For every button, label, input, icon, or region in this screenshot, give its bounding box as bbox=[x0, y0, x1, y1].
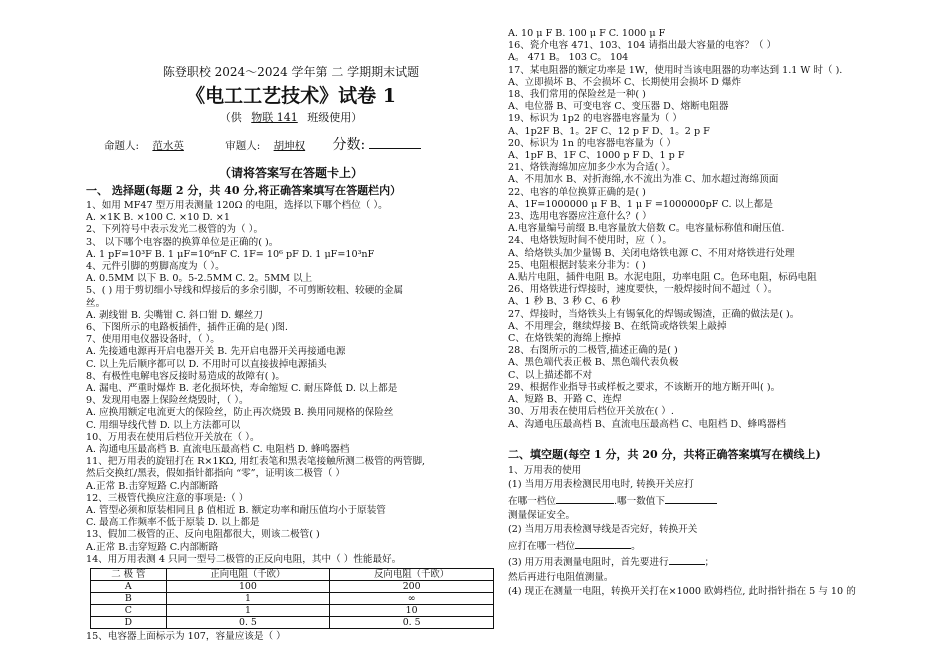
line-text: 24、电烙铁短时间不使用时，应（ ）。 bbox=[508, 235, 672, 247]
line-text: 30、万用表在使用后档位开关放在( ）. bbox=[508, 406, 674, 418]
question-line bbox=[508, 370, 928, 382]
line-text: 在哪一档位 bbox=[508, 495, 556, 507]
reviewer-name: 胡坤权 bbox=[273, 140, 306, 152]
question-line bbox=[86, 224, 496, 236]
answer-blank[interactable] bbox=[669, 554, 705, 565]
question-line bbox=[86, 371, 496, 383]
line-text: 17、某电阻器的额定功率是 1W，使用时当该电阻器的功率达到 1.1 W 时（ ). bbox=[508, 64, 843, 76]
question-line bbox=[86, 334, 496, 346]
question-line bbox=[86, 505, 496, 517]
question-15: 15、电容器上面标示为 107，容量应该是（ ） bbox=[86, 631, 286, 643]
question-line bbox=[86, 420, 496, 432]
table-row bbox=[91, 605, 494, 617]
line-text: A、黑色端代表正极 B、黑色端代表负极 bbox=[508, 357, 679, 369]
fill-line bbox=[508, 464, 928, 478]
line-text: 23、选用电容器应注意什么？( ） bbox=[508, 211, 652, 223]
fill-line bbox=[508, 493, 928, 509]
line-text: A、不用加水 B、对折海绵,水不流出为准 C、加水超过海绵顶面 bbox=[508, 174, 779, 186]
fill-line bbox=[508, 585, 928, 599]
line-text: A、不用理会，继续焊接 B、在纸筒或烙铁架上敲掉 bbox=[508, 320, 727, 332]
line-text: 25、电阻根据封装来分非为：( ) bbox=[508, 259, 646, 271]
question-line bbox=[508, 126, 928, 138]
exam-title: 《电工工艺技术》试卷 1 bbox=[186, 85, 396, 107]
question-line bbox=[86, 383, 496, 395]
question-line bbox=[508, 52, 928, 64]
table-cell: C bbox=[91, 605, 167, 617]
line-text: 21、烙铁海绵加应加多少水为合适( ）。 bbox=[508, 162, 676, 174]
table-header-row bbox=[91, 569, 494, 581]
question-line bbox=[508, 138, 928, 150]
line-text: A. 管型必须和原装相同且 β 值相近 B. 额定功率和耐压值均小于原装管 bbox=[86, 505, 386, 517]
question-line bbox=[86, 407, 496, 419]
line-text: 27、焊接时，当烙铁头上有锡氧化的焊锡或锡渣，正确的做法是( )。 bbox=[508, 308, 800, 320]
table-cell: 0. 5 bbox=[166, 617, 330, 629]
question-line bbox=[86, 444, 496, 456]
question-line bbox=[86, 261, 496, 273]
line-text: A. 应换用额定电流更大的保险丝，防止再次烧毁 B. 换用同规格的保险丝 bbox=[86, 407, 394, 419]
table-row bbox=[91, 617, 494, 629]
question-line bbox=[86, 200, 496, 212]
question-line bbox=[508, 65, 928, 77]
line-text: 18、我们常用的保险丝是一种( ) bbox=[508, 89, 646, 101]
line-text: A、给烙铁头加少量锡 B、关闭电烙铁电源 C、不用对烙铁进行处理 bbox=[508, 247, 795, 259]
question-line bbox=[86, 493, 496, 505]
question-line bbox=[508, 77, 928, 89]
line-text: 7、使用用电仪器设备时，（ ）。 bbox=[86, 334, 220, 346]
left-question-list bbox=[86, 183, 496, 566]
line-text: C. 以上先后顺序都可以 D. 不用时可以直接拔掉电源插头 bbox=[86, 358, 327, 370]
question-line bbox=[508, 187, 928, 199]
line-text: 14、用万用表测 4 只同一型号二极管的正反向电阻，其中（ ）性能最好。 bbox=[86, 553, 402, 565]
line-text: A、立即损坏 B、不会损坏 C、长期使用会损坏 D 爆炸 bbox=[508, 76, 742, 88]
question-line bbox=[508, 357, 928, 369]
line-text: 29、根据作业指导书或样板之要求，不该断开的地方断开叫( )。 bbox=[508, 381, 781, 393]
line-text: A、1p2F B、1。2F C、12 p F D、1。2 p F bbox=[508, 125, 710, 137]
question-line bbox=[508, 382, 928, 394]
score-label: 分数: bbox=[332, 137, 366, 153]
score-blank[interactable] bbox=[369, 138, 421, 149]
author-name: 范水英 bbox=[152, 140, 184, 152]
question-line bbox=[86, 468, 496, 480]
line-text: 13、假加二极管的正、反向电阻都很大，则该二极管( ) bbox=[86, 529, 320, 541]
line-text: A. 先接通电源再开启电器开关 B. 先开启电器开关再接通电源 bbox=[86, 346, 346, 358]
line-text: 19、标识为 1p2 的电容器电容量为（ ） bbox=[508, 113, 683, 125]
question-line bbox=[508, 284, 928, 296]
question-line bbox=[86, 456, 496, 468]
table-header-cell: 反向电阻（千欧） bbox=[330, 569, 494, 581]
line-text: 22、电容的单位换算正确的是( ) bbox=[508, 186, 646, 198]
section-1-title bbox=[86, 183, 496, 198]
line-text: .哪一数值下 bbox=[613, 495, 665, 507]
school-title: 陈登职校 2024～2024 学年第 二 学期期末试题 bbox=[162, 65, 420, 79]
fill-line bbox=[508, 523, 928, 537]
line-text: 3、 以下哪个电容器的换算单位是正确的( )。 bbox=[86, 236, 279, 248]
subtitle-suffix: 班级使用） bbox=[307, 111, 363, 124]
question-line bbox=[508, 223, 928, 235]
question-line bbox=[86, 529, 496, 541]
line-text: 测量保证安全。 bbox=[508, 509, 576, 521]
line-text: 应打在哪一档位 bbox=[508, 540, 576, 552]
line-text: 4、元件引脚的剪脚高度为（ ）。 bbox=[86, 261, 225, 273]
line-text: ； bbox=[704, 557, 715, 569]
question-line bbox=[508, 248, 928, 260]
table-header-cell: 正向电阻（千欧） bbox=[166, 569, 330, 581]
table-cell: 10 bbox=[330, 605, 494, 617]
section-2-title: 二、填空题(每空 1 分，共 20 分，共将正确答案填写在横线上) bbox=[508, 447, 821, 461]
question-line bbox=[86, 481, 496, 493]
line-text: 然后再进行电阻值测量。 bbox=[508, 571, 614, 583]
line-text: (2) 当用万用表检测导线是否完好，转换开关 bbox=[508, 524, 698, 536]
line-text: A、1F=1000000 μ F B、1 μ F =1000000pF C. 以上都是 bbox=[508, 198, 773, 210]
question-line bbox=[86, 542, 496, 554]
line-text: A、短路 B、开路 C、连焊 bbox=[508, 394, 622, 406]
question-line bbox=[86, 285, 496, 297]
right-question-list bbox=[508, 28, 928, 431]
table-cell: 100 bbox=[166, 581, 330, 593]
line-text: A.正常 B.击穿短路 C.内部断路 bbox=[86, 541, 219, 553]
question-line bbox=[508, 89, 928, 101]
line-text: A. 剥线钳 B. 尖嘴钳 C. 斜口钳 D. 螺丝刀 bbox=[86, 309, 263, 321]
line-text: A.正常 B.击穿短路 C.内部断路 bbox=[86, 480, 219, 492]
fill-line bbox=[508, 554, 928, 570]
line-text: A. ×1K B. ×100 C. ×10 D. ×1 bbox=[86, 212, 230, 224]
fill-line bbox=[508, 571, 928, 585]
line-text: C、在烙铁架的海绵上擦掉 bbox=[508, 333, 621, 345]
question-line bbox=[86, 395, 496, 407]
question-line bbox=[508, 406, 928, 418]
line-text: 11、把万用表的旋钮打在 R×1KΩ, 用红表笔和黑表笔接触所测二极管的两管脚, bbox=[86, 456, 426, 468]
fill-line bbox=[508, 478, 928, 492]
line-text: C. 用细导线代替 D. 以上方法都可以 bbox=[86, 419, 241, 431]
question-line bbox=[508, 211, 928, 223]
question-line bbox=[86, 432, 496, 444]
reviewer-label: 审题人: bbox=[225, 140, 261, 152]
question-line bbox=[508, 419, 928, 431]
line-text: 9、发现用电器上保险丝烧毁时，（ ）。 bbox=[86, 395, 249, 407]
line-text: (4) 现正在测量一电阻，转换开关打在×1000 欧姆档位, 此时指针指在 5 与 10 的 bbox=[508, 585, 856, 597]
line-text: 然后交换红/黑表，假如指针都指向 “零”，证明该二极管（ ） bbox=[86, 468, 345, 480]
line-text: A。 471 B。 103 C。 104 bbox=[508, 52, 629, 64]
line-text: 丝。 bbox=[86, 297, 106, 309]
question-line bbox=[86, 212, 496, 224]
line-text: A. 漏电、严重时爆炸 B. 老化损坏快，寿命缩短 C. 耐压降低 D. 以上都是 bbox=[86, 383, 398, 395]
question-line bbox=[508, 333, 928, 345]
line-text: 8、有极性电解电容反接时易造成的故障有( )。 bbox=[86, 370, 285, 382]
line-text: 1、万用表的使用 bbox=[508, 464, 582, 476]
question-line bbox=[508, 28, 928, 40]
question-line bbox=[86, 249, 496, 261]
question-line bbox=[86, 298, 496, 310]
line-text: 2、下列符号中表示发光二极管的为（ ）。 bbox=[86, 224, 264, 236]
answer-sheet-notice: （请将答案写在答题卡上） bbox=[218, 166, 363, 180]
left-column bbox=[86, 0, 496, 643]
table-cell: D bbox=[91, 617, 167, 629]
question-line bbox=[508, 101, 928, 113]
answer-blank[interactable] bbox=[575, 538, 631, 549]
question-line bbox=[86, 346, 496, 358]
question-line bbox=[508, 162, 928, 174]
line-text: 。 bbox=[631, 540, 641, 552]
author-row bbox=[104, 136, 496, 155]
line-text: 20、标识为 1n 的电容器电容量为（ ） bbox=[508, 137, 676, 149]
table-cell: 200 bbox=[330, 581, 494, 593]
question-line bbox=[86, 273, 496, 285]
fill-line bbox=[508, 509, 928, 523]
subtitle-class: 物联 141 bbox=[251, 111, 298, 124]
question-line bbox=[508, 272, 928, 284]
table-cell: 1 bbox=[166, 593, 330, 605]
table-cell: B bbox=[91, 593, 167, 605]
answer-blank[interactable] bbox=[665, 493, 717, 504]
line-text: 26、用烙铁进行焊接时，速度要快，一般焊接时间不超过（ ）。 bbox=[508, 284, 778, 296]
line-text: C、以上描述都不对 bbox=[508, 369, 593, 381]
table-header-cell: 二 极 管 bbox=[91, 569, 167, 581]
line-text: 一、 选择题(每题 2 分，共 40 分,将正确答案填写在答题栏内） bbox=[86, 184, 402, 197]
question-line bbox=[508, 199, 928, 211]
line-text: 6、下图所示的电路板插件，插件正确的是( )图. bbox=[86, 322, 288, 334]
line-text: A、沟通电压最高档 B、直流电压最高档 C、电阻档 D、蜂鸣器档 bbox=[508, 418, 787, 430]
author-label: 命题人: bbox=[104, 140, 140, 152]
exam-subtitle bbox=[86, 110, 496, 126]
diode-resistance-table bbox=[90, 568, 494, 629]
table-cell: A bbox=[91, 581, 167, 593]
table-row bbox=[91, 581, 494, 593]
fill-question-list bbox=[508, 464, 928, 600]
line-text: A. 10 μ F B. 100 μ F C. 1000 μ F bbox=[508, 28, 666, 39]
question-line bbox=[508, 309, 928, 321]
fill-line bbox=[508, 538, 928, 554]
question-line bbox=[86, 310, 496, 322]
line-text: 1、如用 MF47 型万用表测量 120Ω 的电阻，选择以下哪个档位（ ）。 bbox=[86, 200, 388, 211]
question-line bbox=[508, 296, 928, 308]
subtitle-prefix: （供 bbox=[219, 111, 242, 124]
line-text: 5、( ) 用于剪切细小导线和焊接后的多余引脚，不可剪断较粗、较硬的金属 bbox=[86, 285, 404, 297]
line-text: (3) 用万用表测量电阻时，首先要进行 bbox=[508, 557, 669, 569]
line-text: 12、三极管代换应注意的事项是:（ ） bbox=[86, 492, 249, 504]
question-line bbox=[508, 40, 928, 52]
question-line bbox=[86, 359, 496, 371]
table-cell: 1 bbox=[166, 605, 330, 617]
question-line bbox=[508, 394, 928, 406]
answer-blank[interactable] bbox=[556, 493, 614, 504]
question-line bbox=[86, 237, 496, 249]
line-text: C. 最高工作频率不低于原装 D. 以上都是 bbox=[86, 517, 260, 529]
question-line bbox=[86, 517, 496, 529]
question-line bbox=[508, 150, 928, 162]
line-text: A.电容量编号前缀 B.电容量放大倍数 C。电容量标称值和耐压值. bbox=[508, 223, 785, 235]
question-line bbox=[508, 174, 928, 186]
question-line bbox=[508, 345, 928, 357]
line-text: A.贴片电阻，插件电阻 B。水泥电阻，功率电阻 C。色环电阻，标码电阻 bbox=[508, 272, 817, 284]
line-text: A、电位器 B、可变电容 C、变压器 D、熔断电阻器 bbox=[508, 101, 729, 113]
line-text: A、1pF B、1F C、1000 p F D、1 p F bbox=[508, 150, 685, 162]
line-text: A. 0.5MM 以下 B. 0。5-2.5MM C. 2。5MM 以上 bbox=[86, 273, 313, 285]
line-text: 28、右图所示的二极管,描述正确的是( ) bbox=[508, 345, 678, 357]
question-line bbox=[86, 322, 496, 334]
right-column bbox=[508, 0, 928, 599]
line-text: A、1 秒 B、3 秒 C、6 秒 bbox=[508, 296, 621, 308]
table-cell: 0. 5 bbox=[330, 617, 494, 629]
table-cell: ∞ bbox=[330, 593, 494, 605]
question-line bbox=[508, 113, 928, 125]
question-line bbox=[86, 554, 496, 566]
question-line bbox=[508, 235, 928, 247]
line-text: 10、万用表在使用后档位开关放在（ ）。 bbox=[86, 431, 260, 443]
table-row bbox=[91, 593, 494, 605]
question-line bbox=[508, 260, 928, 272]
line-text: (1) 当用万用表检测民用电时, 转换开关应打 bbox=[508, 479, 694, 491]
line-text: A. 1 pF=10³F B. 1 μF=10⁶nF C. 1F= 10⁶ pF D. 1 μF=10³nF bbox=[86, 248, 375, 260]
line-text: A. 沟通电压最高档 B. 直流电压最高档 C. 电阻档 D. 蜂鸣器档 bbox=[86, 444, 350, 456]
question-line bbox=[508, 321, 928, 333]
line-text: 16、瓷介电容 471、103、104 请指出最大容量的电容？（ ） bbox=[508, 40, 777, 52]
